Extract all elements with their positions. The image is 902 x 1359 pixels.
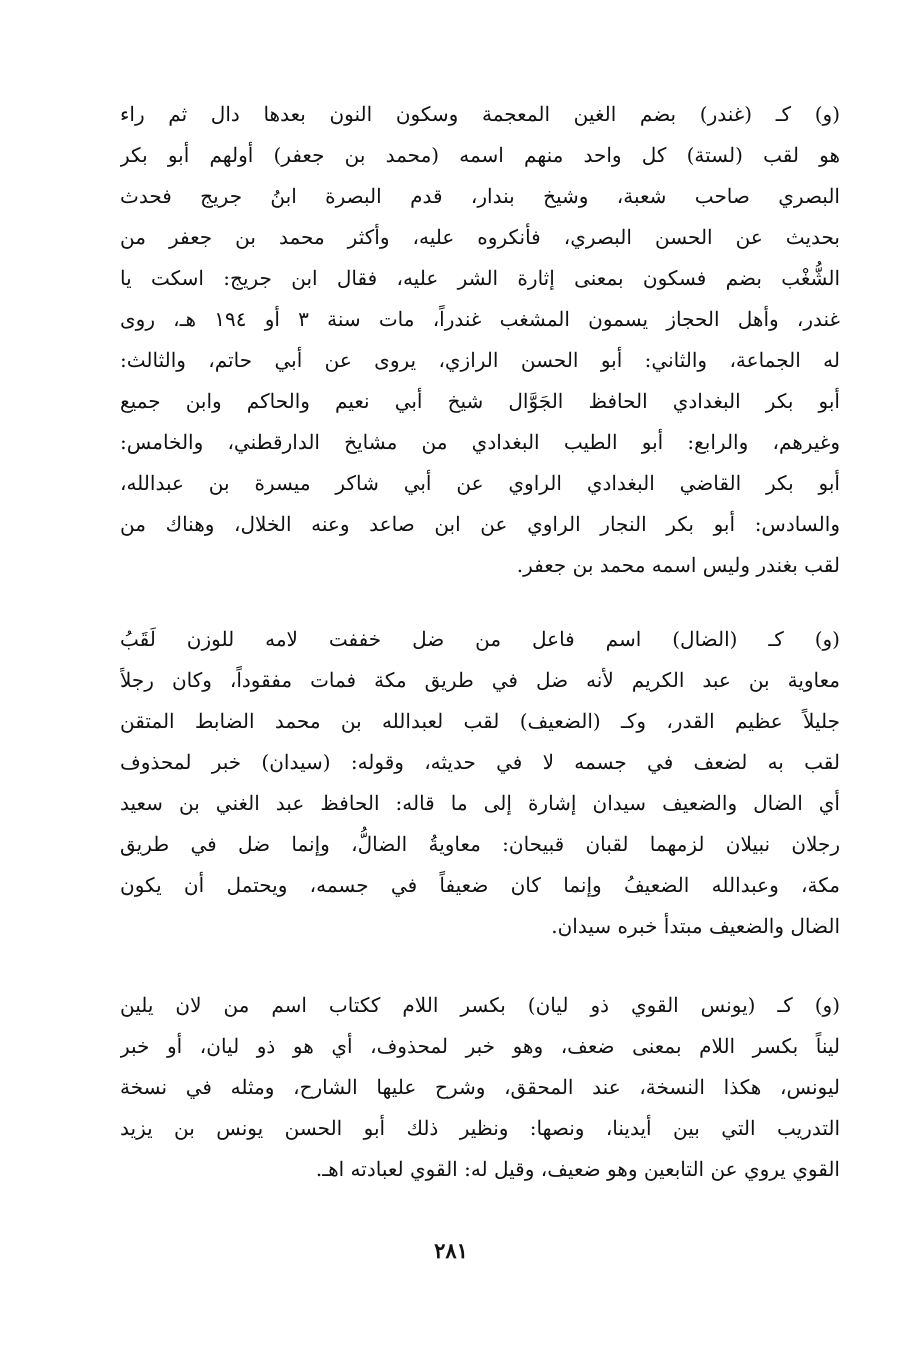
text-line: جليلاً عظيم القدر، وكـ (الضعيف) لقب لعبدالله بن محمد الضابط المتقن — [120, 709, 840, 733]
text-line: الضال والضعيف مبتدأ خبره سيدان. — [551, 914, 840, 938]
text-line: الشُّغْب بضم فسكون بمعنى إثارة الشر عليه، فقال ابن جريج: اسكت يا — [120, 266, 840, 290]
text-line: أي الضال والضعيف سيدان إشارة إلى ما قاله: الحافظ عبد الغني بن سعيد — [120, 791, 840, 815]
text-line: (و) كـ (يونس القوي ذو ليان) بكسر اللام ككتاب اسم من لان يلين — [120, 993, 840, 1017]
text-line: غندر، وأهل الحجاز يسمون المشغب غندراً، مات سنة ٣ أو ١٩٤ هـ، روى — [120, 307, 840, 331]
text-line: معاوية بن عبد الكريم لأنه ضل في طريق مكة فمات مفقوداً، وكان رجلاً — [120, 668, 840, 692]
text-line: وغيرهم، والرابع: أبو الطيب البغدادي من مشايخ الدارقطني، والخامس: — [120, 430, 840, 454]
text-line: لقب بغندر وليس اسمه محمد بن جعفر. — [516, 553, 840, 577]
text-line: البصري صاحب شعبة، وشيخ بندار، قدم البصرة ابنُ جريج فحدث — [120, 184, 840, 208]
text-line: أبو بكر القاضي البغدادي الراوي عن أبي شاكر ميسرة بن عبدالله، — [120, 471, 840, 495]
text-line: ليونس، هكذا النسخة، عند المحقق، وشرح عليها الشارح، ومثله في نسخة — [120, 1075, 840, 1099]
text-line: ليناً بكسر اللام بمعنى ضعف، وهو خبر لمحذوف، أي هو ذو ليان، أو خبر — [120, 1034, 840, 1058]
text-line: مكة، وعبدالله الضعيفُ وإنما كان ضعيفاً في جسمه، ويحتمل أن يكون — [120, 873, 840, 897]
text-line: بحديث عن الحسن البصري، فأنكروه عليه، وأكثر محمد بن جعفر من — [120, 225, 840, 249]
paragraph-yunus-alqawi — [120, 985, 840, 1190]
page-number: ٢٨١ — [434, 1238, 468, 1263]
text-line: (و) كـ (الضال) اسم فاعل من ضل خففت لامه للوزن لَقَبُ — [120, 627, 840, 651]
text-line: له الجماعة، والثاني: أبو الحسن الرازي، يروى عن أبي حاتم، والثالث: — [120, 348, 840, 372]
text-line: (و) كـ (غندر) بضم الغين المعجمة وسكون النون بعدها دال ثم راء — [120, 102, 840, 126]
text-line: والسادس: أبو بكر النجار الراوي عن ابن صاعد وعنه الخلال، وهناك من — [120, 512, 840, 536]
text-line: رجلان نبيلان لزمهما لقبان قبيحان: معاويةُ الضالُّ، وإنما ضل في طريق — [120, 832, 840, 856]
paragraph-ghundar — [120, 94, 840, 586]
text-line: أبو بكر البغدادي الحافظ الجَوَّال شيخ أبي نعيم والحاكم وابن جميع — [120, 389, 840, 413]
text-line: القوي يروي عن التابعين وهو ضعيف، وقيل له: القوي لعبادته اهـ. — [315, 1157, 840, 1181]
paragraph-dall-daif — [120, 619, 840, 947]
text-line: هو لقب (لستة) كل واحد منهم اسمه (محمد بن جعفر) أولهم أبو بكر — [120, 143, 840, 167]
text-line: لقب به لضعف في جسمه لا في حديثه، وقوله: (سيدان) خبر لمحذوف — [120, 750, 840, 774]
text-line: التدريب التي بين أيدينا، ونصها: ونظير ذلك أبو الحسن يونس بن يزيد — [120, 1116, 840, 1140]
